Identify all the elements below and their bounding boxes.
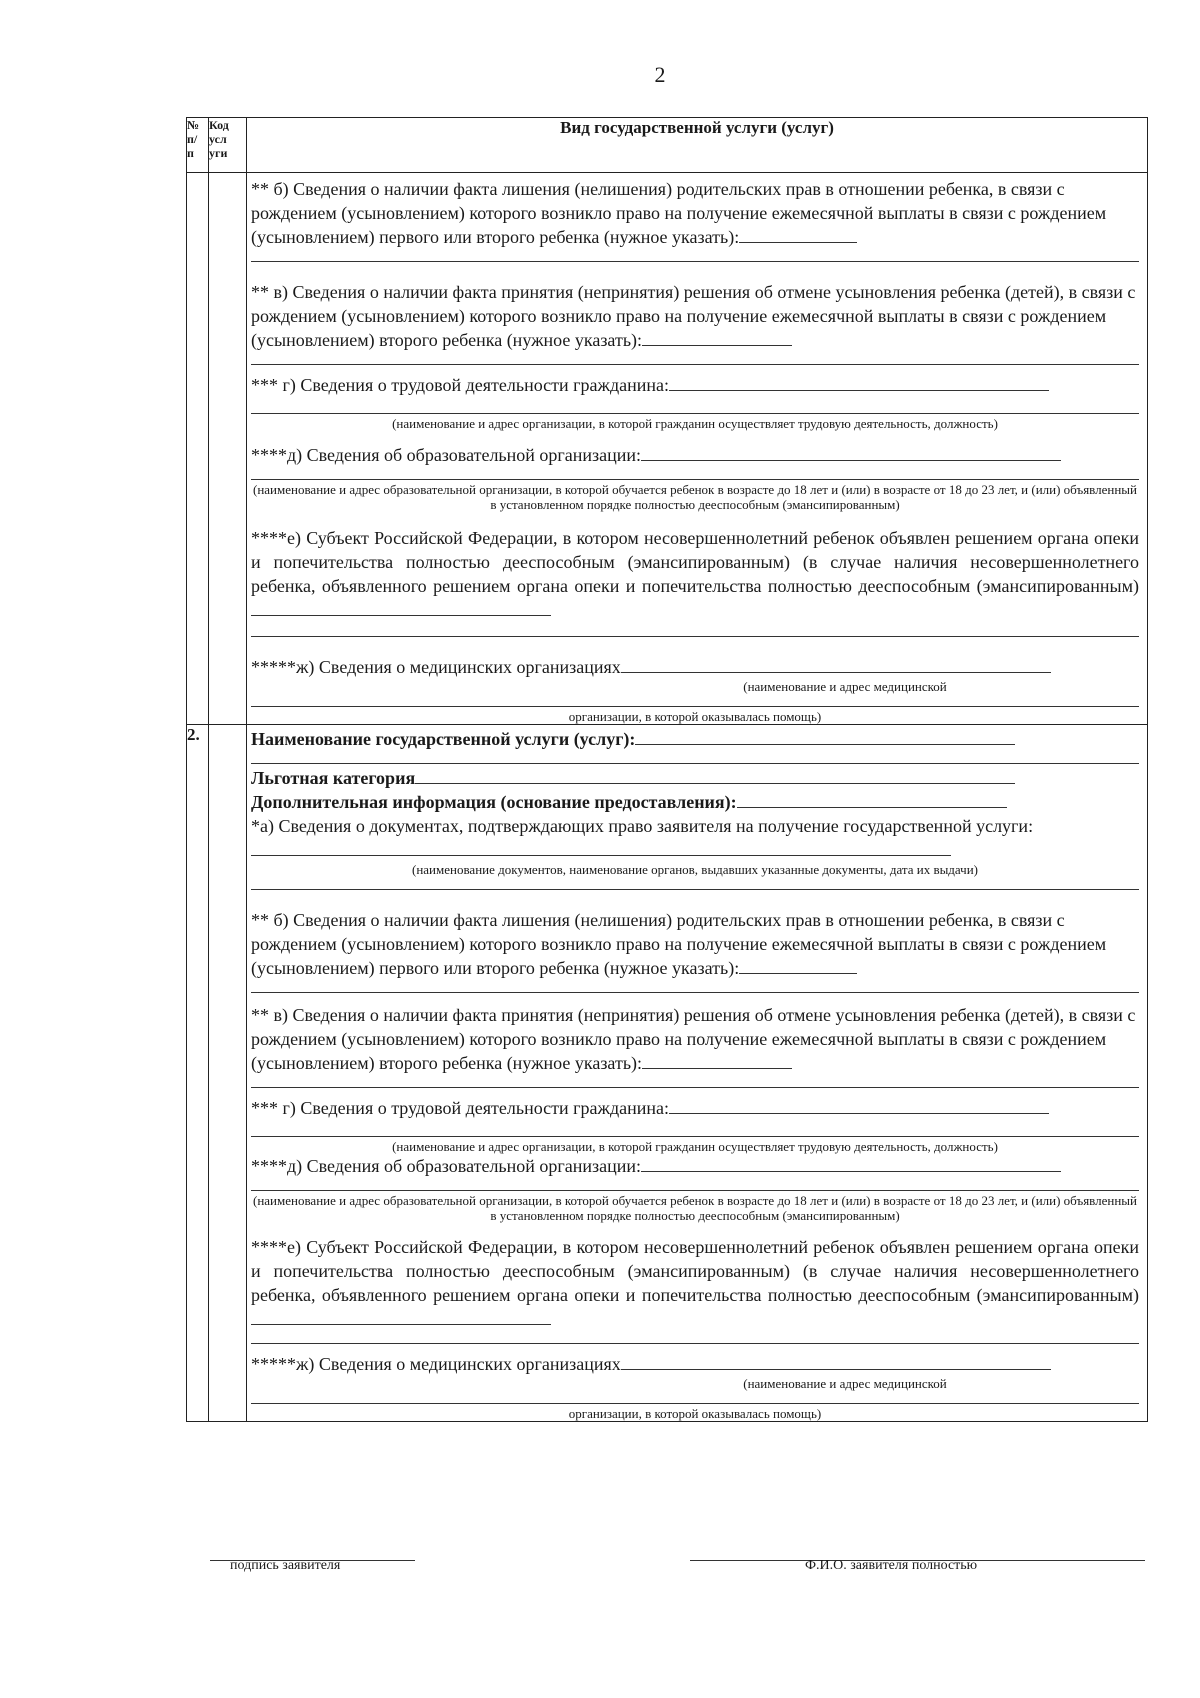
row2-category: Льготная категория bbox=[251, 766, 1139, 790]
row2-num-cell: 2. bbox=[187, 725, 209, 1422]
row1-e-line[interactable] bbox=[251, 622, 1139, 637]
num-column-header: № п/ п bbox=[187, 118, 209, 173]
row2-section-g: *** г) Сведения о трудовой деятельности гражданина: (наименование и адрес организации, в которой гражданин осуществляет трудовую деятельность, должность) bbox=[251, 1096, 1139, 1154]
row1-zh-line[interactable] bbox=[251, 694, 1139, 707]
row2-g-hint: (наименование и адрес организации, в которой гражданин осуществляет трудовую деятельность, должность) bbox=[392, 1139, 998, 1154]
row2-category-field[interactable] bbox=[415, 769, 1015, 784]
row2-v-field[interactable] bbox=[642, 1054, 792, 1069]
row2-a-hint: (наименование документов, наименование органов, выдавших указанные документы, дата их выдачи) bbox=[411, 862, 978, 877]
row2-b-field[interactable] bbox=[739, 959, 857, 974]
row1-section-d: ****д) Сведения об образовательной организации: (наименование и адрес образовательной организации, в которой обучается ребенок в возрасте до 18 лет и (или) в возрасте от 18 до 23 лет, и (или) объявленный в установленном порядке полностью дееспособным (эмансипированным) bbox=[251, 445, 1137, 512]
row2-g-line[interactable] bbox=[251, 1120, 1139, 1137]
row1-d-field[interactable] bbox=[641, 446, 1061, 461]
row1-g-line[interactable] bbox=[251, 397, 1139, 414]
row2-code-cell bbox=[209, 725, 247, 1422]
row1-section-zh: *****ж) Сведения о медицинских организациях (наименование и адрес медицинской организации, в которой оказывалась помощь) bbox=[251, 655, 1139, 724]
row2-d-line[interactable] bbox=[251, 1178, 1139, 1191]
row2-zh-line[interactable] bbox=[251, 1391, 1139, 1404]
services-table bbox=[186, 117, 1148, 1422]
table-header-row bbox=[187, 118, 1148, 173]
row2-zh-hint2: организации, в которой оказывалась помощь) bbox=[568, 1406, 822, 1421]
row2-section-a: *а) Сведения о документах, подтверждающих право заявителя на получение государственной услуги: (наименование документов, наименование органов, выдавших указанные документы, дата их выдачи) bbox=[251, 814, 1139, 890]
row2-section-b: ** б) Сведения о наличии факта лишения (нелишения) родительских прав в отношении ребенка, в связи с рождением (усыновлением) которого возникло право на получение ежемесячной выплаты в связи с рождением (усыновлением) первого или второго ребенка (нужное указать): bbox=[251, 908, 1139, 993]
row1-section-e: ****е) Субъект Российской Федерации, в котором несовершеннолетний ребенок объявлен решением органа опеки и попечительства полностью дееспособным (эмансипированным) (в случае наличия несовершеннолетнего ребенка, объявленного решением органа опеки и попечительства полностью дееспособным (эмансипированным) bbox=[251, 526, 1139, 637]
row2-service-line[interactable] bbox=[251, 751, 1139, 764]
row2-a-field[interactable] bbox=[251, 841, 951, 856]
row2-additional: Дополнительная информация (основание предоставления): bbox=[251, 790, 1139, 814]
row2-service-name: Наименование государственной услуги (услуг): bbox=[251, 727, 1139, 764]
row1-g-field[interactable] bbox=[669, 376, 1049, 391]
row1-zh-hint2: организации, в которой оказывалась помощь) bbox=[568, 709, 822, 724]
row1-num-cell bbox=[187, 173, 209, 725]
table-row-2 bbox=[187, 725, 1148, 1422]
row1-content-cell bbox=[247, 173, 1148, 725]
row2-v-line[interactable] bbox=[251, 1075, 1139, 1088]
row2-section-d: ****д) Сведения об образовательной организации: (наименование и адрес образовательной организации, в которой обучается ребенок в возрасте до 18 лет и (или) в возрасте от 18 до 23 лет, и (или) объявленный в установленном порядке полностью дееспособным (эмансипированным) bbox=[251, 1156, 1137, 1223]
signature-label: подпись заявителя bbox=[230, 1558, 341, 1573]
row1-v-line[interactable] bbox=[251, 352, 1139, 365]
row1-b-field[interactable] bbox=[739, 228, 857, 243]
row1-section-v: ** в) Сведения о наличии факта принятия (непринятия) решения об отмене усыновления ребенка (детей), в связи с рождением (усыновлением) которого возникло право на получение ежемесячной выплаты в связи с рождением (усыновлением) второго ребенка (нужное указать): bbox=[251, 280, 1139, 365]
service-column-header: Вид государственной услуги (услуг) bbox=[247, 118, 1148, 173]
page-number: 2 bbox=[654, 62, 666, 87]
row2-e-field[interactable] bbox=[251, 1310, 551, 1325]
row2-d-field[interactable] bbox=[641, 1157, 1061, 1172]
row2-zh-field[interactable] bbox=[621, 1355, 1051, 1370]
row1-d-hint: (наименование и адрес образовательной организации, в которой обучается ребенок в возрасте до 18 лет и (или) в возрасте от 18 до 23 лет, и (или) объявленный в установленном порядке полностью дееспособным (эмансипированным) bbox=[252, 482, 1137, 512]
row1-zh-hint1: (наименование и адрес медицинской bbox=[743, 679, 947, 694]
row1-d-line[interactable] bbox=[251, 467, 1139, 480]
row1-b-line[interactable] bbox=[251, 249, 1139, 262]
row2-e-line[interactable] bbox=[251, 1331, 1139, 1344]
row1-section-b: ** б) Сведения о наличии факта лишения (нелишения) родительских прав в отношении ребенка, в связи с рождением (усыновлением) которого возникло право на получение ежемесячной выплаты в связи с рождением (усыновлением) первого или второго ребенка (нужное указать): bbox=[251, 177, 1139, 262]
row2-additional-field[interactable] bbox=[737, 793, 1007, 808]
row1-section-g: *** г) Сведения о трудовой деятельности гражданина: (наименование и адрес организации, в которой гражданин осуществляет трудовую деятельность, должность) bbox=[251, 373, 1139, 431]
row1-v-field[interactable] bbox=[642, 331, 792, 346]
table-row-1 bbox=[187, 173, 1148, 725]
row2-d-hint: (наименование и адрес образовательной организации, в которой обучается ребенок в возрасте до 18 лет и (или) в возрасте от 18 до 23 лет, и (или) объявленный в установленном порядке полностью дееспособным (эмансипированным) bbox=[252, 1193, 1137, 1223]
row2-b-line[interactable] bbox=[251, 980, 1139, 993]
row2-content-cell bbox=[247, 725, 1148, 1422]
row1-zh-field[interactable] bbox=[621, 658, 1051, 673]
row2-g-field[interactable] bbox=[669, 1099, 1049, 1114]
row2-section-e: ****е) Субъект Российской Федерации, в котором несовершеннолетний ребенок объявлен решением органа опеки и попечительства полностью дееспособным (эмансипированным) (в случае наличия несовершеннолетнего ребенка, объявленного решением органа опеки и попечительства полностью дееспособным (эмансипированным) bbox=[251, 1235, 1139, 1344]
row1-g-hint: (наименование и адрес организации, в которой гражданин осуществляет трудовую деятельность, должность) bbox=[392, 416, 998, 431]
code-column-header: Код усл уги bbox=[209, 118, 247, 173]
row2-zh-hint1: (наименование и адрес медицинской bbox=[743, 1376, 947, 1391]
row2-section-zh: *****ж) Сведения о медицинских организациях (наименование и адрес медицинской организации, в которой оказывалась помощь) bbox=[251, 1352, 1139, 1421]
row1-code-cell bbox=[209, 173, 247, 725]
row2-a-line[interactable] bbox=[251, 877, 1139, 890]
row2-service-field[interactable] bbox=[635, 730, 1015, 745]
fio-label: Ф.И.О. заявителя полностью bbox=[805, 1558, 978, 1573]
row1-e-field[interactable] bbox=[251, 601, 551, 616]
row2-section-v: ** в) Сведения о наличии факта принятия (непринятия) решения об отмене усыновления ребенка (детей), в связи с рождением (усыновлением) которого возникло право на получение ежемесячной выплаты в связи с рождением (усыновлением) второго ребенка (нужное указать): bbox=[251, 1003, 1139, 1088]
